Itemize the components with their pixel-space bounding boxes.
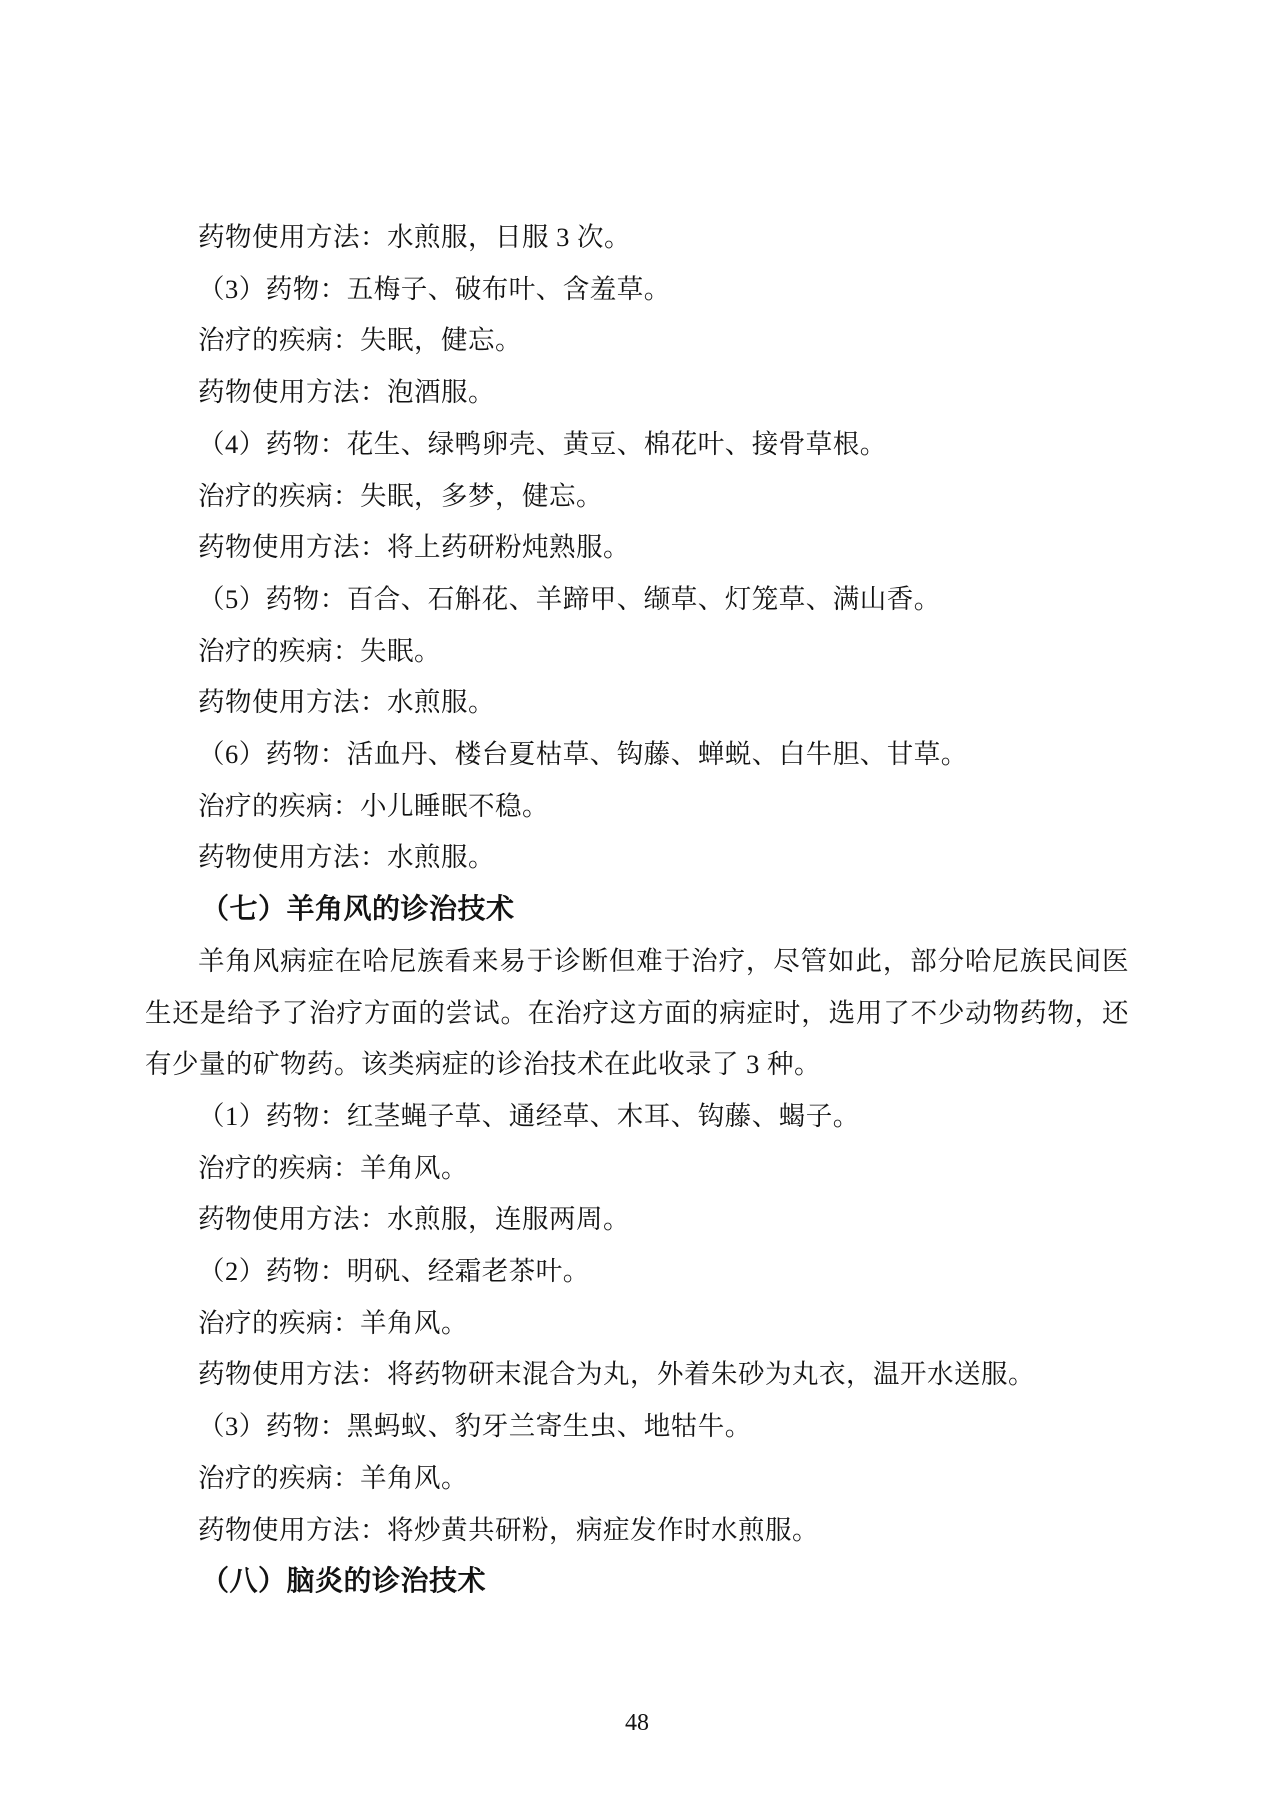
document-line: （3）药物：黑蚂蚁、豹牙兰寄生虫、地牯牛。	[198, 1411, 752, 1442]
body-paragraph: 羊角风病症在哈尼族看来易于诊断但难于治疗，尽管如此，部分哈尼族民间医生还是给予了治疗方面的尝试。在治疗这方面的病症时，选用了不少动物药物，还有少量的矿物药。该类病症的诊治技术在此收录了 3 种。	[145, 945, 1129, 1080]
section-heading: （八）脑炎的诊治技术	[201, 1566, 487, 1598]
document-line: 药物使用方法：泡酒服。	[198, 377, 495, 408]
page-content	[145, 212, 1129, 1608]
document-line: （6）药物：活血丹、楼台夏枯草、钩藤、蝉蜕、白牛胆、甘草。	[198, 739, 968, 770]
document-line: 治疗的疾病：羊角风。	[198, 1462, 468, 1493]
document-line: 治疗的疾病：失眠，健忘。	[198, 325, 522, 356]
document-line: 治疗的疾病：失眠，多梦，健忘。	[198, 480, 603, 511]
document-line: （3）药物：五梅子、破布叶、含羞草。	[198, 273, 671, 304]
document-line: 药物使用方法：水煎服。	[198, 687, 495, 718]
section-heading: （七）羊角风的诊治技术	[201, 894, 515, 926]
document-line: 治疗的疾病：失眠。	[198, 635, 441, 666]
document-line: 治疗的疾病：小儿睡眠不稳。	[198, 790, 549, 821]
document-line: （5）药物：百合、石斛花、羊蹄甲、缬草、灯笼草、满山香。	[198, 583, 941, 614]
document-line: 药物使用方法：水煎服，连服两周。	[198, 1204, 630, 1235]
document-line: （4）药物：花生、绿鸭卵壳、黄豆、棉花叶、接骨草根。	[198, 428, 887, 459]
document-line: 治疗的疾病：羊角风。	[198, 1307, 468, 1338]
document-line: 药物使用方法：将炒黄共研粉，病症发作时水煎服。	[198, 1514, 819, 1545]
document-line: （2）药物：明矾、经霜老茶叶。	[198, 1256, 590, 1287]
page-number: 48	[625, 1710, 649, 1736]
document-line: 药物使用方法：将药物研末混合为丸，外着朱砂为丸衣，温开水送服。	[198, 1359, 1035, 1390]
document-line: 药物使用方法：水煎服。	[198, 842, 495, 873]
document-line: （1）药物：红茎蝇子草、通经草、木耳、钩藤、蝎子。	[198, 1100, 860, 1131]
document-line: 药物使用方法：水煎服，日服 3 次。	[198, 222, 631, 252]
document-line: 治疗的疾病：羊角风。	[198, 1152, 468, 1183]
document-line: 药物使用方法：将上药研粉炖熟服。	[198, 532, 630, 563]
